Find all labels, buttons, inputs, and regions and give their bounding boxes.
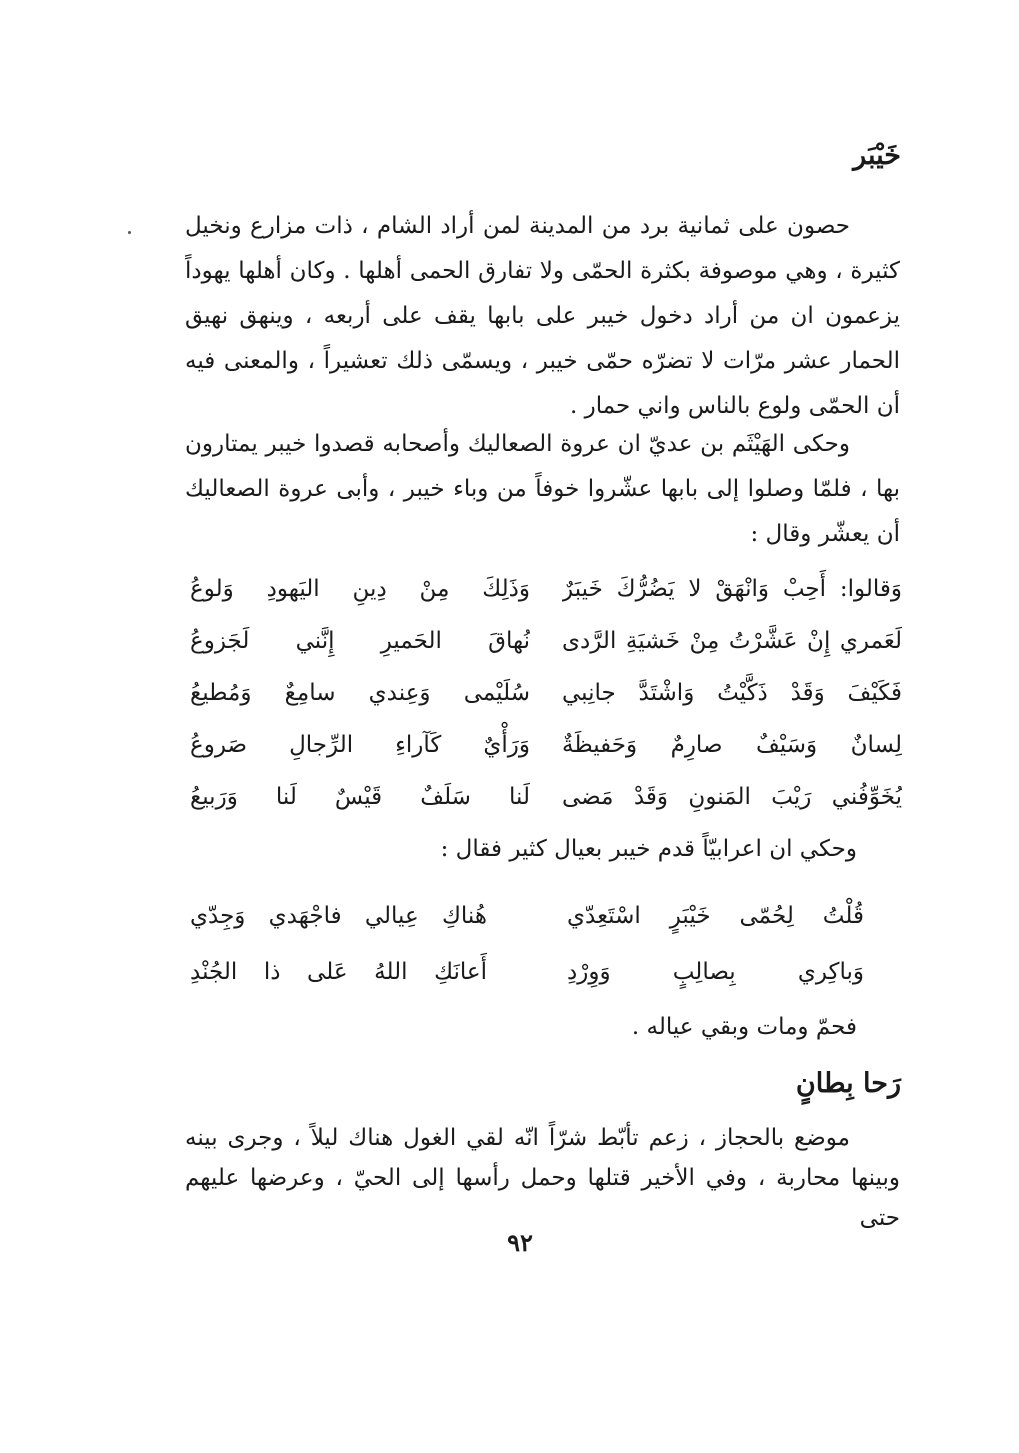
verse-first-hemistich: يُخَوِّفُني رَيْبَ المَنونِ وَقَدْ مَضى [562, 784, 902, 810]
poem-urwa [190, 563, 902, 823]
poem-verse [190, 944, 902, 1000]
poem-verse [190, 615, 902, 667]
verse-first-hemistich: لِسانٌ وَسَيْفٌ صارِمٌ وَحَفيظَةٌ [562, 732, 902, 758]
khaybar-intro-block [185, 204, 900, 429]
poem-verse [190, 563, 902, 615]
bedouin-intro-block [217, 827, 857, 872]
verse-second-hemistich: أَعانَكِ اللهُ عَلى ذا الجُنْدِ [190, 959, 487, 985]
verse-second-hemistich: سُلَيْمى وَعِندي سامِعٌ وَمُطيعُ [190, 680, 530, 706]
raha-bitan-block [185, 1118, 900, 1238]
verse-second-hemistich: وَرَأْيٌ كَآراءِ الرِّجالِ صَروعُ [190, 732, 530, 758]
closing-paragraph: فحمّ ومات وبقي عياله . [631, 1014, 857, 1040]
haytham-block [185, 422, 900, 557]
poem-verse [190, 771, 902, 823]
verse-first-hemistich: فَكَيْفَ وَقَدْ ذَكَّيْتُ وَاشْتَدَّ جانِبي [562, 680, 902, 706]
verse-second-hemistich: هُناكِ عِيالي فاجْهَدي وَجِدّي [190, 903, 487, 929]
closing-block [217, 1005, 857, 1050]
poem-verse [190, 667, 902, 719]
verse-first-hemistich: وَباكِري بِصالِبٍ وَوِرْدِ [567, 959, 864, 985]
khaybar-intro-paragraph: حصون على ثمانية برد من المدينة لمن أراد الشام ، ذات مزارع ونخيل كثيرة ، وهي موصوفة بكثرة الحمّى ولا تفارق الحمى أهلها . وكان أهلها يهوداً يزعمون ان من أراد دخول خيبر على بابها يقف على أربعه ، وينهق نهيق الحمار عشر مرّات لا تضرّه حمّى خيبر ، ويسمّى ذلك تعشيراً ، والمعنى فيه أن الحمّى ولوع بالناس واني حمار . [185, 213, 900, 419]
verse-second-hemistich: نُهاقَ الحَميرِ إِنَّني لَجَزوعُ [190, 628, 530, 654]
margin-speck [128, 231, 131, 234]
poem-verse [190, 888, 902, 944]
verse-first-hemistich: لَعَمري إِنْ عَشَّرْتُ مِنْ خَشيَةِ الرَّدى [562, 628, 902, 654]
page-number: ٩٢ [507, 1228, 533, 1257]
raha-bitan-paragraph: موضع بالحجاز ، زعم تأبّط شرّاً انّه لقي الغول هناك ليلاً ، وجرى بينه وبينها محاربة ، وفي الأخير قتلها وحمل رأسها إلى الحيّ ، وعرضها عليهم حتى [185, 1125, 900, 1231]
poem-verse [190, 719, 902, 771]
bedouin-intro-paragraph: وحكي ان اعرابيّاً قدم خيبر بعيال كثير فقال : [440, 836, 857, 862]
verse-first-hemistich: وَقالوا: أَحِبْ وَانْهَقْ لا يَضُرُّكَ خَيبَرٌ [562, 576, 902, 602]
haytham-paragraph: وحكى الهَيْثَم بن عديّ ان عروة الصعاليك وأصحابه قصدوا خيبر يمتارون بها ، فلمّا وصلوا إلى بابها عشّروا خوفاً من وباء خيبر ، وأبى عروة الصعاليك أن يعشّر وقال : [185, 431, 900, 547]
entry-heading-raha-bitan: رَحا بِطانٍ [795, 1068, 901, 1099]
verse-second-hemistich: لَنا سَلَفٌ قَيْسٌ لَنا وَرَبيعُ [190, 784, 530, 810]
entry-heading-khaybar: خَيْبَر [853, 140, 901, 171]
poem-bedouin [190, 888, 902, 1000]
verse-first-hemistich: قُلْتُ لِحُمّى خَيْبَرٍ اسْتَعِدّي [567, 903, 864, 929]
verse-second-hemistich: وَذَلِكَ مِنْ دِينِ اليَهودِ وَلوعُ [190, 576, 530, 602]
